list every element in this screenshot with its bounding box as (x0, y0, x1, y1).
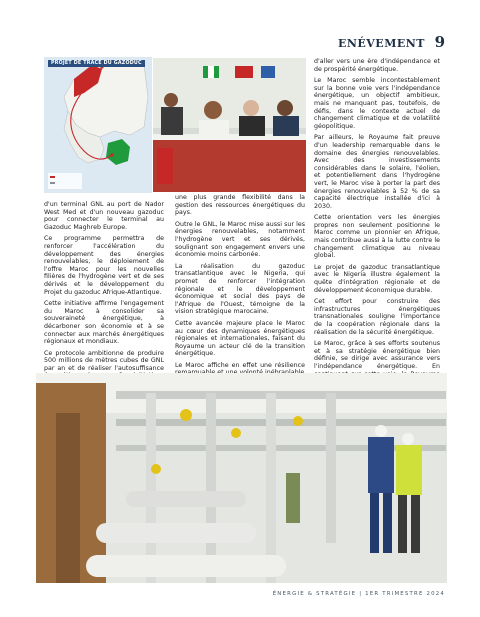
paragraph: Ce programme permettra de renforcer l'accélération du développement des énergies renouvelables, le déploiement de l'offre Maroc pour les nouvelles filières de l'hydrogène vert et de ses dérivés et le développement du Projet du gazoduc Afrique-Atlantique. (44, 235, 164, 296)
paragraph: Cet effort pour construire des infrastructures énergétiques transnationales souligne l'importance de la coopération régionale dans la réalisation de la sécurité énergétique. (314, 298, 440, 336)
paragraph: d'aller vers une ère d'indépendance et de prospérité énergétique. (314, 58, 440, 73)
page-header (0, 0, 480, 51)
paragraph: Le Maroc semble incontestablement sur la bonne voie vers l'indépendance énergétique, un objectif ambitieux, mais ne manquant pas, toutefois, de défis, dans le contexte actuel de changement climatique et de volatilité géopolitique. (314, 77, 440, 130)
paragraph: Ce protocole ambitionne de produire 500 millions de mètres cubes de GNL par an et de réaliser l'autosuffisance (44, 349, 164, 372)
signing-ceremony-illustration (153, 58, 306, 192)
gas-pipeline-map (44, 57, 152, 193)
gas-facility-photo (36, 373, 447, 583)
page-number: 9 (434, 33, 445, 51)
paragraph: La réalisation du gazoduc transatlantique avec le Nigeria, qui promet de renforcer l'intégration régionale et le développement économique et social des pays de l'Afrique de l'Ouest, témoigne de la vision stratégique marocaine. (175, 262, 305, 316)
paragraph: Outre le GNL, le Maroc mise aussi sur les énergies renouvelables, notamment l'hydrogène vert et ses dérivés, soulignant son engagement envers une économie moins carbonée. (175, 220, 305, 259)
paragraph: Le projet de gazoduc transatlantique avec le Nigeria illustre également la quête d'intégration régionale et de développement économique durable. (314, 263, 440, 294)
page-footer (0, 583, 480, 617)
article-column-3 (314, 58, 440, 420)
paragraph: Le Maroc, grâce à ses efforts soutenus et à sa stratégie énergétique bien définie, se dirige avec assurance vers l'indépendance énergétique. En (314, 340, 440, 370)
map-title: PROJET DE TRACÉ DU GAZODUC (48, 60, 145, 67)
paragraph: Par ailleurs, le Royaume fait preuve d'un leadership remarquable dans le domaine des énergies renouvelables. Avec des investissements considérables dans le solaire, l'éolien, et potentiellement dans l'hydrogène vert, le Maroc vise à porter la part des énergies renouvelables à 52 % de sa capacité électrique installée d'ici à 2030. (314, 134, 440, 210)
paragraph: Cette initiative affirme l'engagement du Maroc à consolider sa souveraineté énergétique, à décarboner son économie et à se connecter aux marchés énergétiques régionaux et mondiaux. (44, 300, 164, 346)
gas-facility-illustration (36, 373, 447, 583)
section-rubric: ENÉVEMENT (337, 37, 425, 50)
map-graphic (44, 57, 152, 193)
paragraph: une plus grande flexibilité dans la gestion des ressources énergétiques du pays. (175, 194, 305, 217)
paragraph: d'un terminal GNL au port de Nador West Med et d'un nouveau gazoduc pour connecter le terminal au Gazoduc Maghreb Europe. (44, 201, 164, 231)
paragraph: Cette orientation vers les énergies propres non seulement positionne le Maroc comme un pionnier en Afrique, mais contribue aussi à la lutte contre le changement climatique au niveau global. (314, 214, 440, 260)
paragraph: Le Maroc affiche en effet une résilience (175, 361, 305, 369)
footer-publication: ÉNERGIE & STRATÉGIE | 1ER TRIMESTRE 2024 (272, 591, 445, 597)
paragraph: Cette avancée majeure place le Maroc au cœur des dynamiques énergétiques régionales et internationales, faisant du Royaume un acteur clé de la transition énergétique. (175, 319, 305, 358)
signing-ceremony-photo (153, 58, 306, 192)
article-column-2 (175, 194, 305, 381)
